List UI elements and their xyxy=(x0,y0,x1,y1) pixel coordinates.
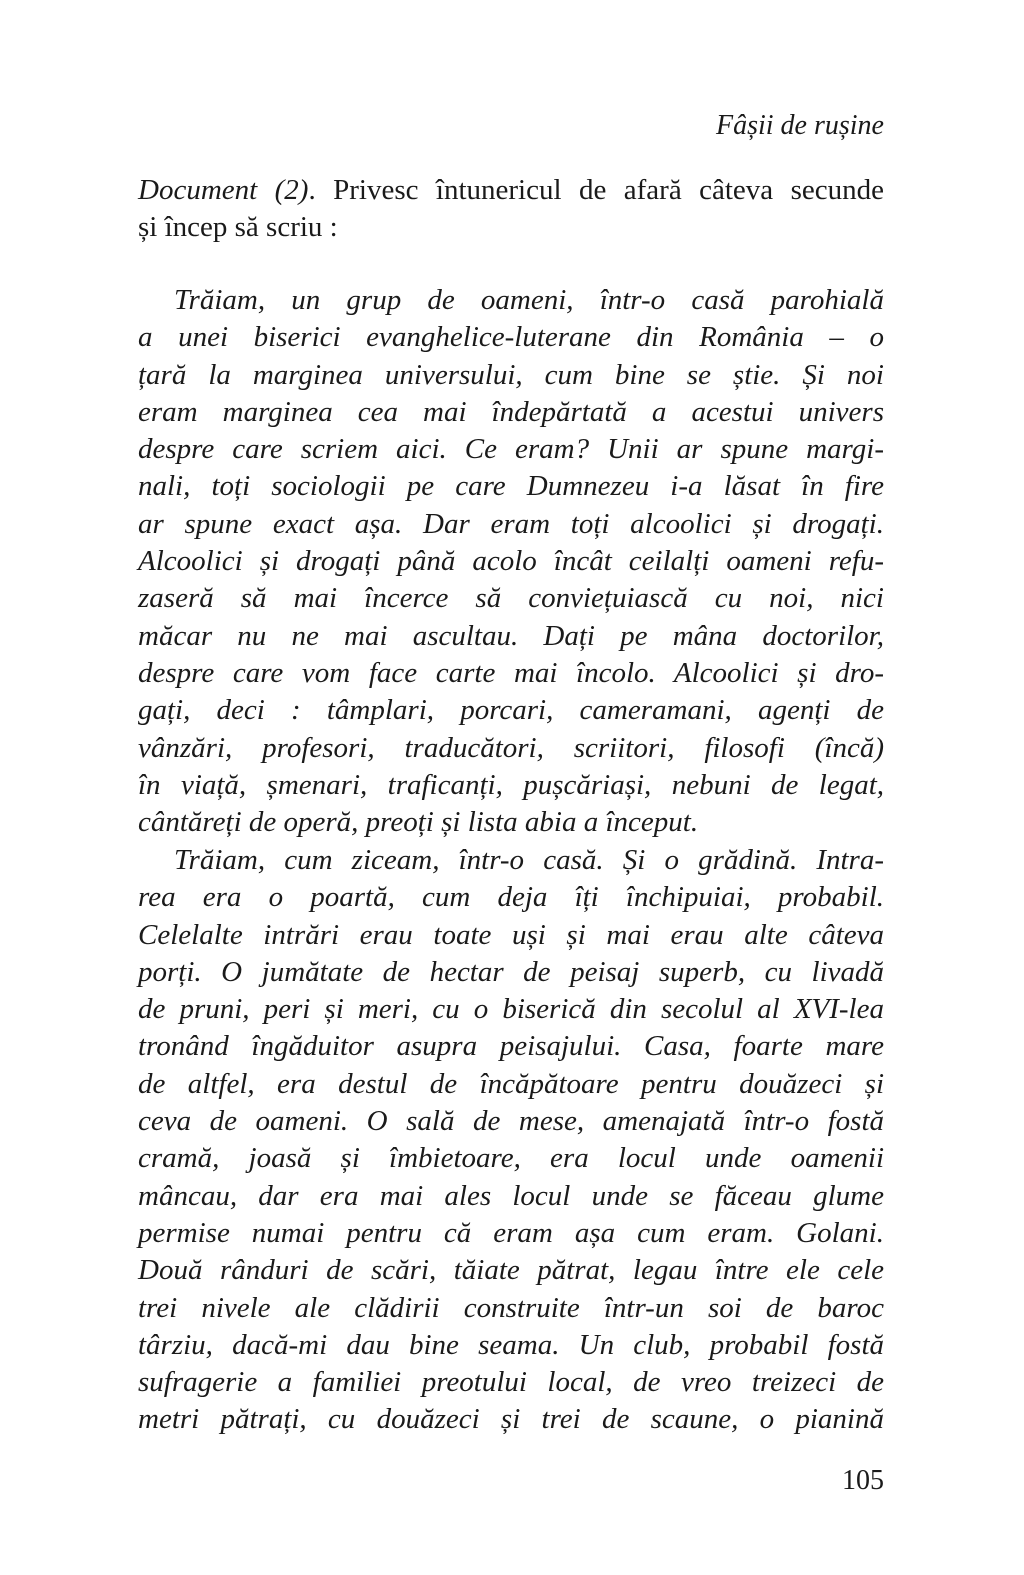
text-line: a unei biserici evanghelice-luterane din România – o xyxy=(138,321,884,354)
text-line: tronând îngăduitor asupra peisajului. Casa, foarte mare xyxy=(138,1030,884,1063)
text-line: Trăiam, un grup de oameni, într-o casă parohială xyxy=(174,284,884,316)
text-line: de altfel, era destul de încăpătoare pentru douăzeci și xyxy=(138,1067,884,1100)
text-line: de pruni, peri și meri, cu o biserică din secolul al XVI-lea xyxy=(138,993,884,1026)
intro-line: și încep să scriu : xyxy=(138,211,338,244)
text-line: nali, toți sociologii pe care Dumnezeu i-a lăsat în fire xyxy=(138,470,884,503)
quoted-paragraph-1 xyxy=(138,282,884,841)
quoted-paragraph-2 xyxy=(138,842,884,1439)
text-line: gați, deci : tâmplari, porcari, cameramani, agenți de xyxy=(138,694,884,727)
running-header: Fâșii de rușine xyxy=(716,110,884,141)
text-line: rea era o poartă, cum deja îți închipuiai, probabil. xyxy=(138,881,884,914)
text-line: despre care vom face carte mai încolo. Alcoolici și dro- xyxy=(138,656,884,689)
document-label: Document (2) xyxy=(138,174,309,206)
text-line: despre care scriem aici. Ce eram? Unii ar spune margi- xyxy=(138,433,884,466)
text-line: măcar nu ne mai ascultau. Dați pe mâna doctorilor, xyxy=(138,619,884,652)
text-line: porți. O jumătate de hectar de peisaj superb, cu livadă xyxy=(138,955,884,988)
text-line: Alcoolici și drogați până acolo încât ceilalți oameni refu- xyxy=(138,545,884,578)
text-line: Trăiam, cum ziceam, într-o casă. Și o grădină. Intra- xyxy=(174,844,884,876)
text-line: Celelalte intrări erau toate uși și mai erau alte câteva xyxy=(138,918,884,951)
intro-line xyxy=(138,172,884,209)
intro-paragraph xyxy=(138,172,884,247)
text-line: trei nivele ale clădirii construite într-un soi de baroc xyxy=(138,1291,884,1324)
text-line: permise numai pentru că eram așa cum eram. Golani. xyxy=(138,1216,884,1249)
text-line: Două rânduri de scări, tăiate pătrat, legau între ele cele xyxy=(138,1254,884,1287)
text-line: țară la marginea universului, cum bine se știe. Și noi xyxy=(138,358,884,391)
intro-text: . Privesc întunericul de afară câteva secunde xyxy=(308,174,884,206)
text-line: sufragerie a familiei preotului local, de vreo treizeci de xyxy=(138,1366,884,1399)
text-line: mâncau, dar era mai ales locul unde se făceau glume xyxy=(138,1179,884,1212)
text-line: târziu, dacă-mi dau bine seama. Un club, probabil fostă xyxy=(138,1328,884,1361)
text-line: zaseră să mai încerce să conviețuiască cu noi, nici xyxy=(138,582,884,615)
text-line: metri pătrați, cu douăzeci și trei de scaune, o pianină xyxy=(138,1403,884,1436)
text-line: cântăreți de operă, preoți și lista abia a început. xyxy=(138,806,699,839)
page-number: 105 xyxy=(842,1465,884,1496)
text-line: vânzări, profesori, traducători, scriitori, filosofi (încă) xyxy=(138,731,884,764)
text-line: ar spune exact așa. Dar eram toți alcoolici și drogați. xyxy=(138,507,884,540)
text-line: în viață, șmenari, traficanți, pușcăriași, nebuni de legat, xyxy=(138,768,884,801)
text-line: cramă, joasă și îmbietoare, era locul unde oamenii xyxy=(138,1142,884,1175)
text-line: eram marginea cea mai îndepărtată a acestui univers xyxy=(138,395,884,428)
text-line: ceva de oameni. O sală de mese, amenajată într-o fostă xyxy=(138,1105,884,1138)
